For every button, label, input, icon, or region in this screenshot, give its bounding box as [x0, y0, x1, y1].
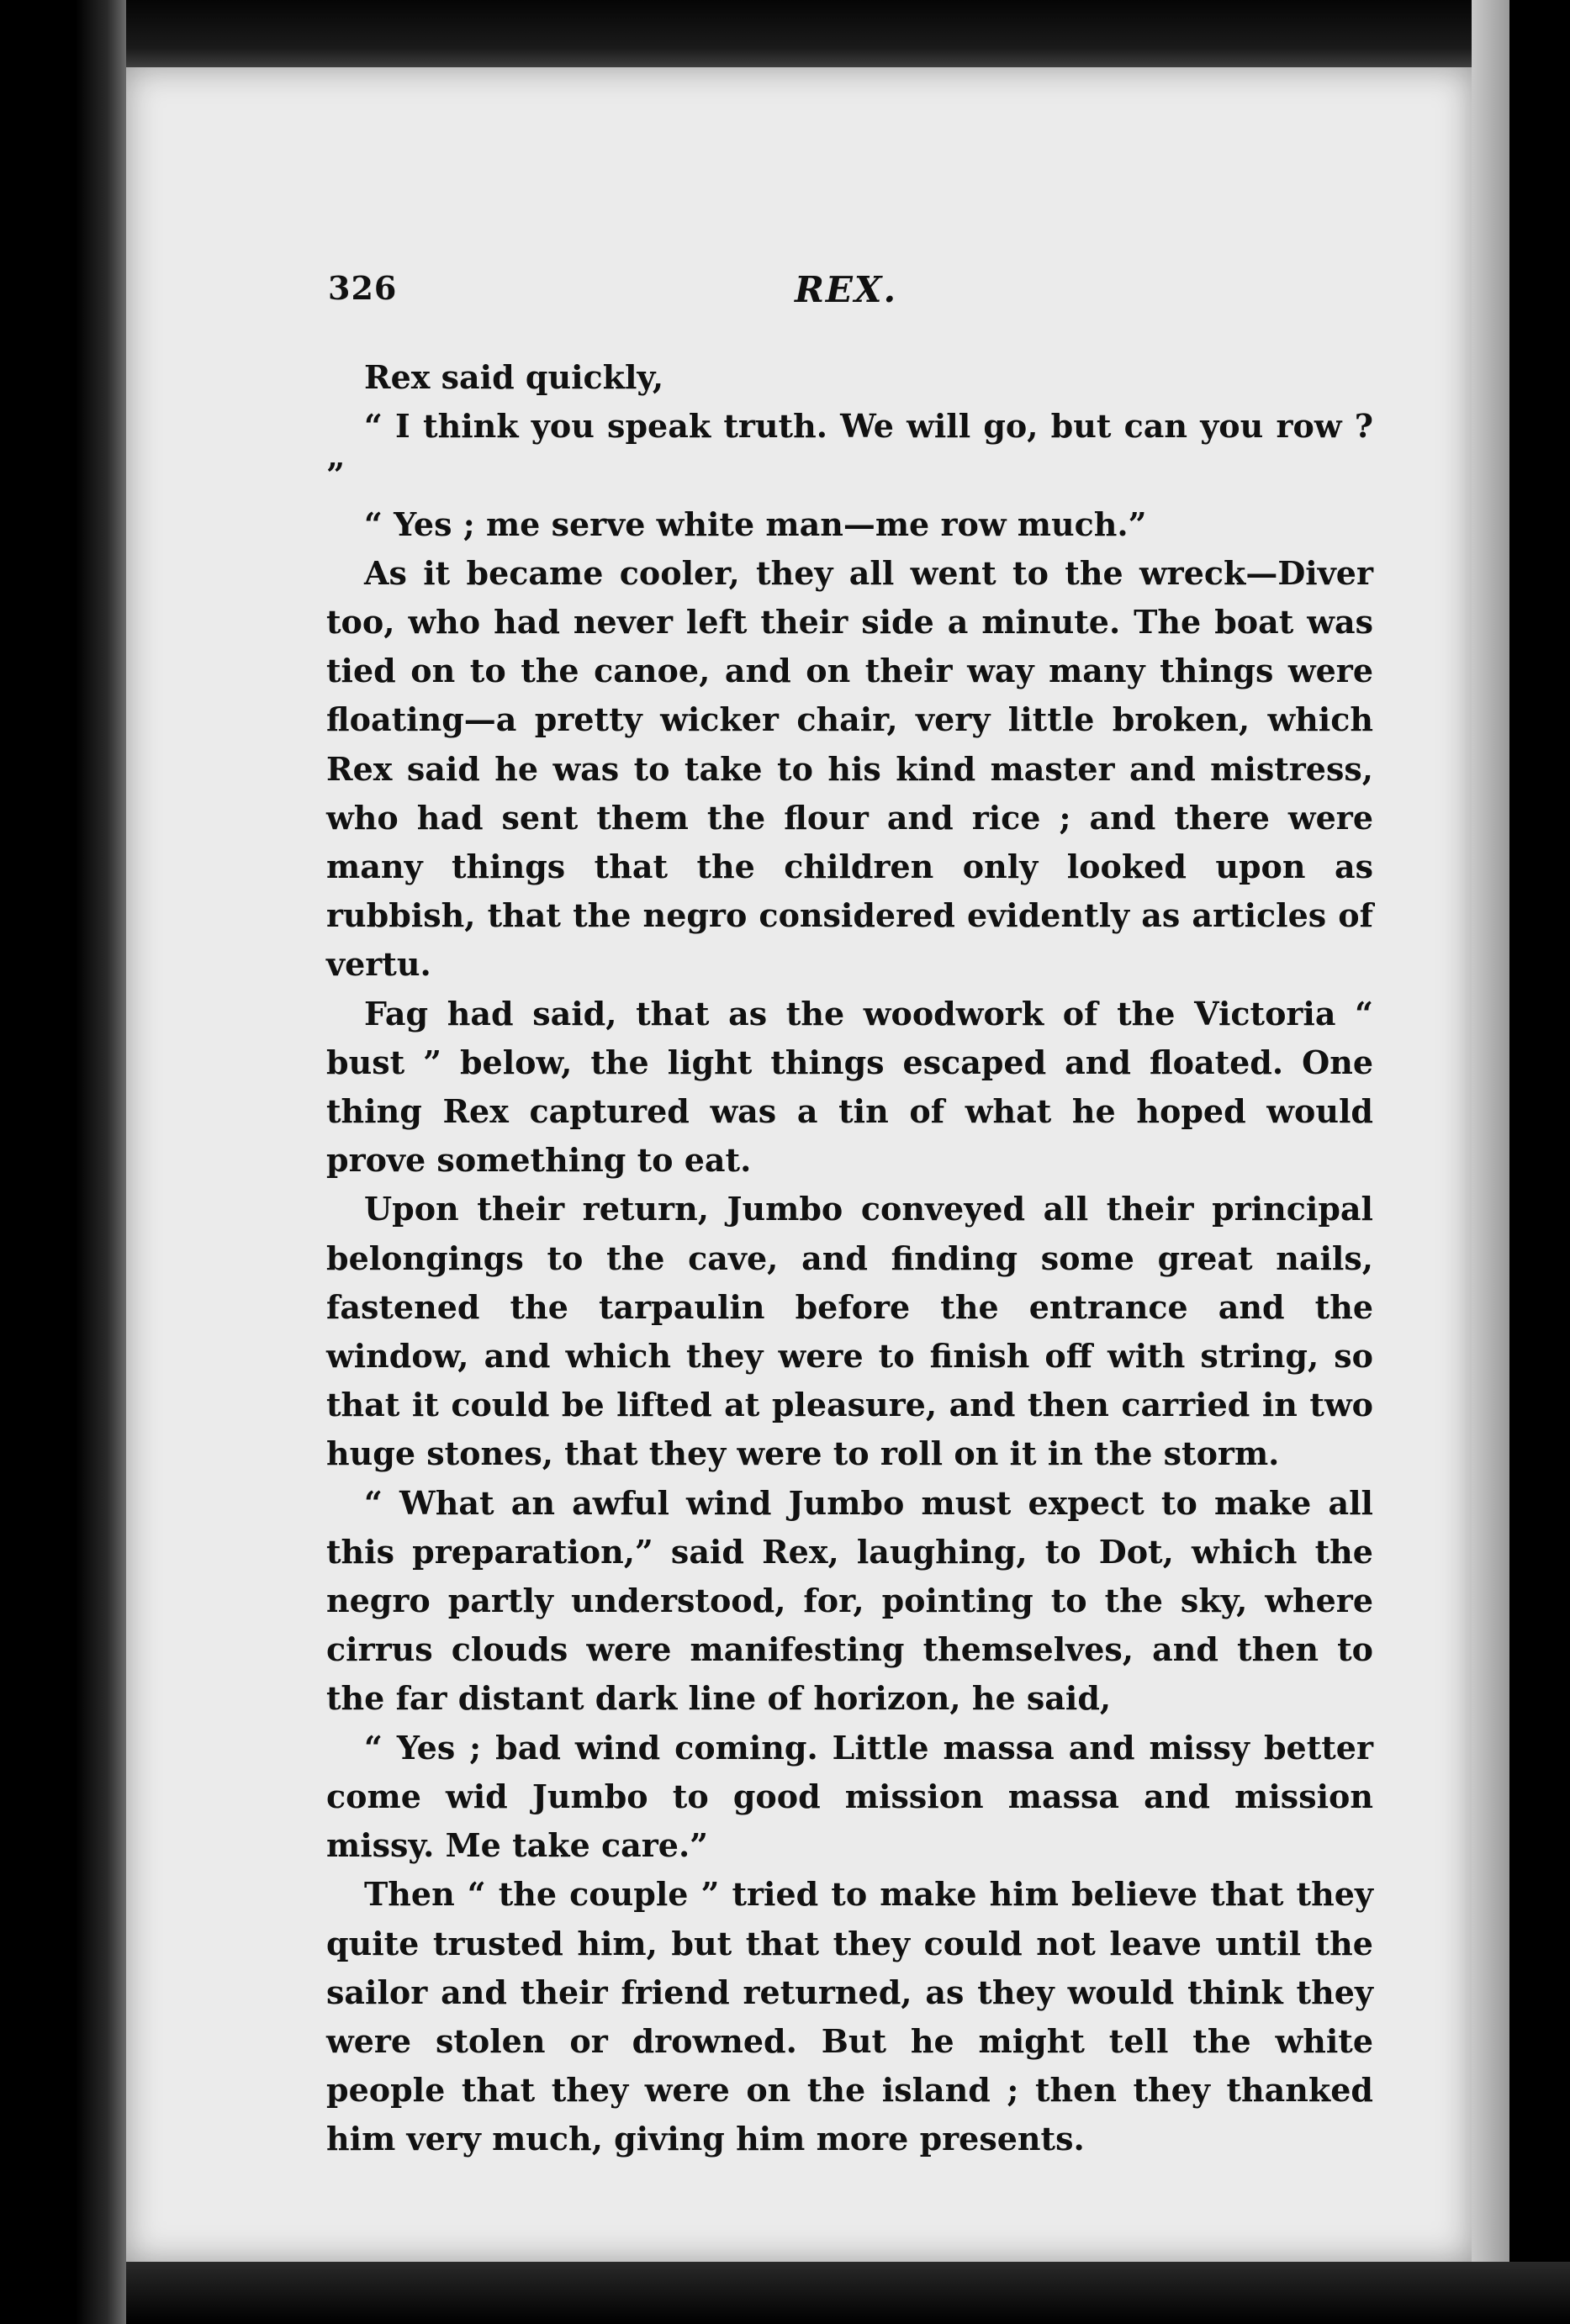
- paragraph: Upon their return, Jumbo conveyed all their principal belongings to the cave, and finding some great nails, fastened the tarpaulin before the entrance and the window, and which they were to finish off with string, so that it could be lifted at pleasure, and then carried in two huge stones, that they were to roll on it in the storm.: [326, 1190, 1373, 1473]
- right-scan-border: [1509, 0, 1570, 2324]
- right-page-gutter: [1472, 0, 1509, 2324]
- paragraph: “ Yes ; me serve white man—me row much.”: [364, 504, 1147, 543]
- running-head: REX.: [795, 269, 898, 310]
- body-text: [326, 353, 1373, 2164]
- left-binding-shadow: [0, 0, 126, 2324]
- paragraph: Fag had said, that as the woodwork of the Victoria “ bust ” below, the light things escaped and floated. One thing Rex captured was a tin of what he hoped would prove something to eat.: [326, 994, 1373, 1180]
- page-number: 326: [328, 269, 398, 307]
- paragraph: Rex said quickly,: [364, 358, 664, 396]
- paragraph: Then “ the couple ” tried to make him believe that they quite trusted him, but that they could not leave until the sailor and their friend returned, as they would think they were stolen or drowned. But he might tell the white people that they were on the island ; then they thanked him very much, giving him more presents.: [326, 1875, 1373, 2158]
- page-header: [328, 269, 1379, 320]
- paragraph: As it became cooler, they all went to the wreck—Diver too, who had never left their side a minute. The boat was tied on to the canoe, and on their way many things were floating—a pretty wicker chair, very little broken, which Rex said he was to take to his kind master and mistress, who had sent them the flour and rice ; and there were many things that the children only looked upon as rubbish, that the negro considered evidently as articles of vertu.: [326, 553, 1373, 984]
- bottom-scan-shadow: [126, 2262, 1570, 2324]
- paragraph: “ Yes ; bad wind coming. Little massa and missy better come wid Jumbo to good mission massa and mission missy. Me take care.”: [326, 1728, 1373, 1865]
- paragraph: “ What an awful wind Jumbo must expect to make all this preparation,” said Rex, laughing, to Dot, which the negro partly understood, for, pointing to the sky, where cirrus clouds were manifesting themselves, and then to the far distant dark line of horizon, he said,: [326, 1483, 1373, 1718]
- paragraph: “ I think you speak truth. We will go, but can you row ? ”: [326, 407, 1373, 494]
